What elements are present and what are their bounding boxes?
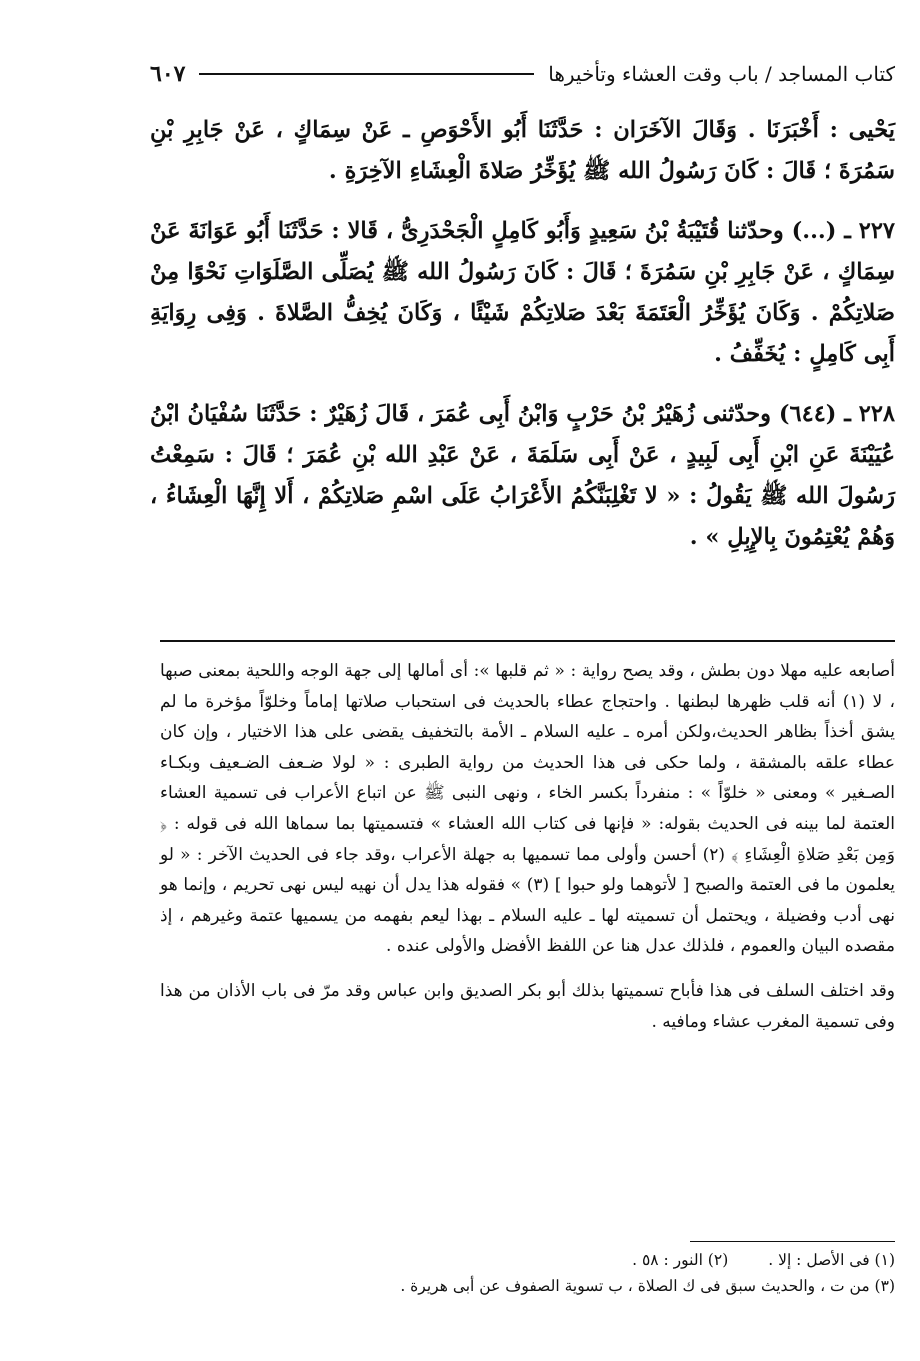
footnote-row — [160, 1247, 895, 1273]
commentary-text — [160, 656, 895, 1037]
footnotes — [160, 1247, 895, 1299]
hadith-paragraph: ٢٢٨ ـ (٦٤٤) وحدّثنى زُهَيْرُ بْنُ حَرْبٍ وَابْنُ أَبِى عُمَرَ ، قَالَ زُهَيْرٌ : حَدَّثَنَا سُفْيَانُ ابْنُ عُيَيْنَةَ عَنِ ابْنِ أَبِى لَبِيدٍ ، عَنْ أَبِى سَلَمَةَ ، عَنْ عَبْدِ الله بْنِ عُمَرَ ؛ قَالَ : سَمِعْتُ رَسُولَ الله ﷺ يَقُولُ : « لا تَغْلِبَنَّكُمُ الأَعْرَابُ عَلَى اسْمِ صَلاتِكُمْ ، أَلا إِنَّهَا الْعِشَاءُ ، وَهُمْ يُعْتِمُونَ بِالإِبِلِ » . — [150, 401, 895, 550]
page-number: ٦٠٧ — [150, 61, 186, 87]
hadith-paragraph: ٢٢٧ ـ (...) وحدّثنا قُتَيْبَةُ بْنُ سَعِيدٍ وَأَبُو كَامِلٍ الْجَحْدَرِىُّ ، قَالا : حَدَّثَنَا أَبُو عَوَانَةَ عَنْ سِمَاكٍ ، عَنْ جَابِرِ بْنِ سَمُرَةَ ؛ قَالَ : كَانَ رَسُولُ الله ﷺ يُصَلِّى الصَّلَوَاتِ نَحْوًا مِنْ صَلاتِكُمْ . وَكَانَ يُؤَخِّرُ الْعَتَمَةَ بَعْدَ صَلاتِكُمْ شَيْئًا ، وَكَانَ يُخِفُّ الصَّلاةَ . وَفِى رِوَايَةِ أَبِى كَامِلٍ : يُخَفِّفُ . — [150, 218, 895, 367]
footnote-2: (٢) النور : ٥٨ . — [632, 1251, 729, 1269]
commentary-paragraph: وقد اختلف السلف فى هذا فأباح تسميتها بذلك أبو بكر الصديق وابن عباس وقد مرّ فى باب الأذان من هذا وفى تسمية المغرب عشاء ومافيه . — [160, 980, 895, 1032]
footnote-divider — [690, 1241, 895, 1242]
footnote-3: (٣) من ت ، والحديث سبق فى ك الصلاة ، ب تسوية الصفوف عن أبى هريرة . — [400, 1277, 895, 1295]
hadith-paragraph: يَحْيى : أَخْبَرَنَا . وَقَالَ الآخَرَان : حَدَّثَنَا أَبُو الأَحْوَصِ ـ عَنْ سِمَاكٍ ، عَنْ جَابِرِ بْنِ سَمُرَةَ ؛ قَالَ : كَانَ رَسُولُ الله ﷺ يُؤَخِّرُ صَلاةَ الْعِشَاءِ الآخِرَةِ . — [150, 117, 895, 184]
footnote-1: (١) فى الأصل : إلا . — [768, 1251, 895, 1269]
header-title: كتاب المساجد / باب وقت العشاء وتأخيرها — [548, 62, 895, 86]
footnote-row — [160, 1273, 895, 1299]
hadith-text — [150, 110, 895, 558]
running-header — [150, 58, 895, 90]
header-rule — [199, 73, 534, 75]
commentary-paragraph: أصابعه عليه مهلا دون بطش ، وقد يصح رواية : « ثم قلبها »: أى أمالها إلى جهة الوجه واللحية بمعنى صبها ، لا (١) أنه قلب ظهرها لبطنها . واحتجاج عطاء بالحديث فى استحباب صلاتها إماماً وخلوّاً مؤخرة ما لم يشق أخذاً بظاهر الحديث،ولكن أمره ـ عليه السلام ـ الأمة بالتخفيف يقضى على هذا الاختيار ، وإن كان عطاء علقه بالمشقة ، ولما حكى فى هذا الحديث من رواية الطبرى : « لولا ضـعف الضـعيف وبكـاء الصـغير » ومعنى « خلوّاً » : منفرداً بكسر الخاء ، ونهى النبى ﷺ عن اتباع الأعراب فى تسمية العشاء العتمة لما بينه فى الحديث بقوله: « فإنها فى كتاب الله العشاء » فتسميتها بما سماها الله فى قوله : ﴿ وَمِن بَعْدِ صَلاةِ الْعِشَاءِ ﴾ (٢) أحسن وأولى مما تسميها به جهلة الأعراب ،وقد جاء فى الحديث الآخر : « لو يعلمون ما فى العتمة والصبح [ لأتوهما ولو حبوا ] (٣) » فقوله هذا يدل أن نهيه ليس نهى تحريم ، وإنما هو نهى أدب وفضيلة ، ويحتمل أن تسميته لها ـ عليه السلام ـ بهذا ليعم بفهمه من يسميها عتمة وغيرهم ، إذ مقصده البيان والعموم ، فلذلك عدل هنا عن اللفظ الأفضل والأولى عنده . — [160, 661, 896, 957]
commentary-divider — [160, 640, 895, 642]
